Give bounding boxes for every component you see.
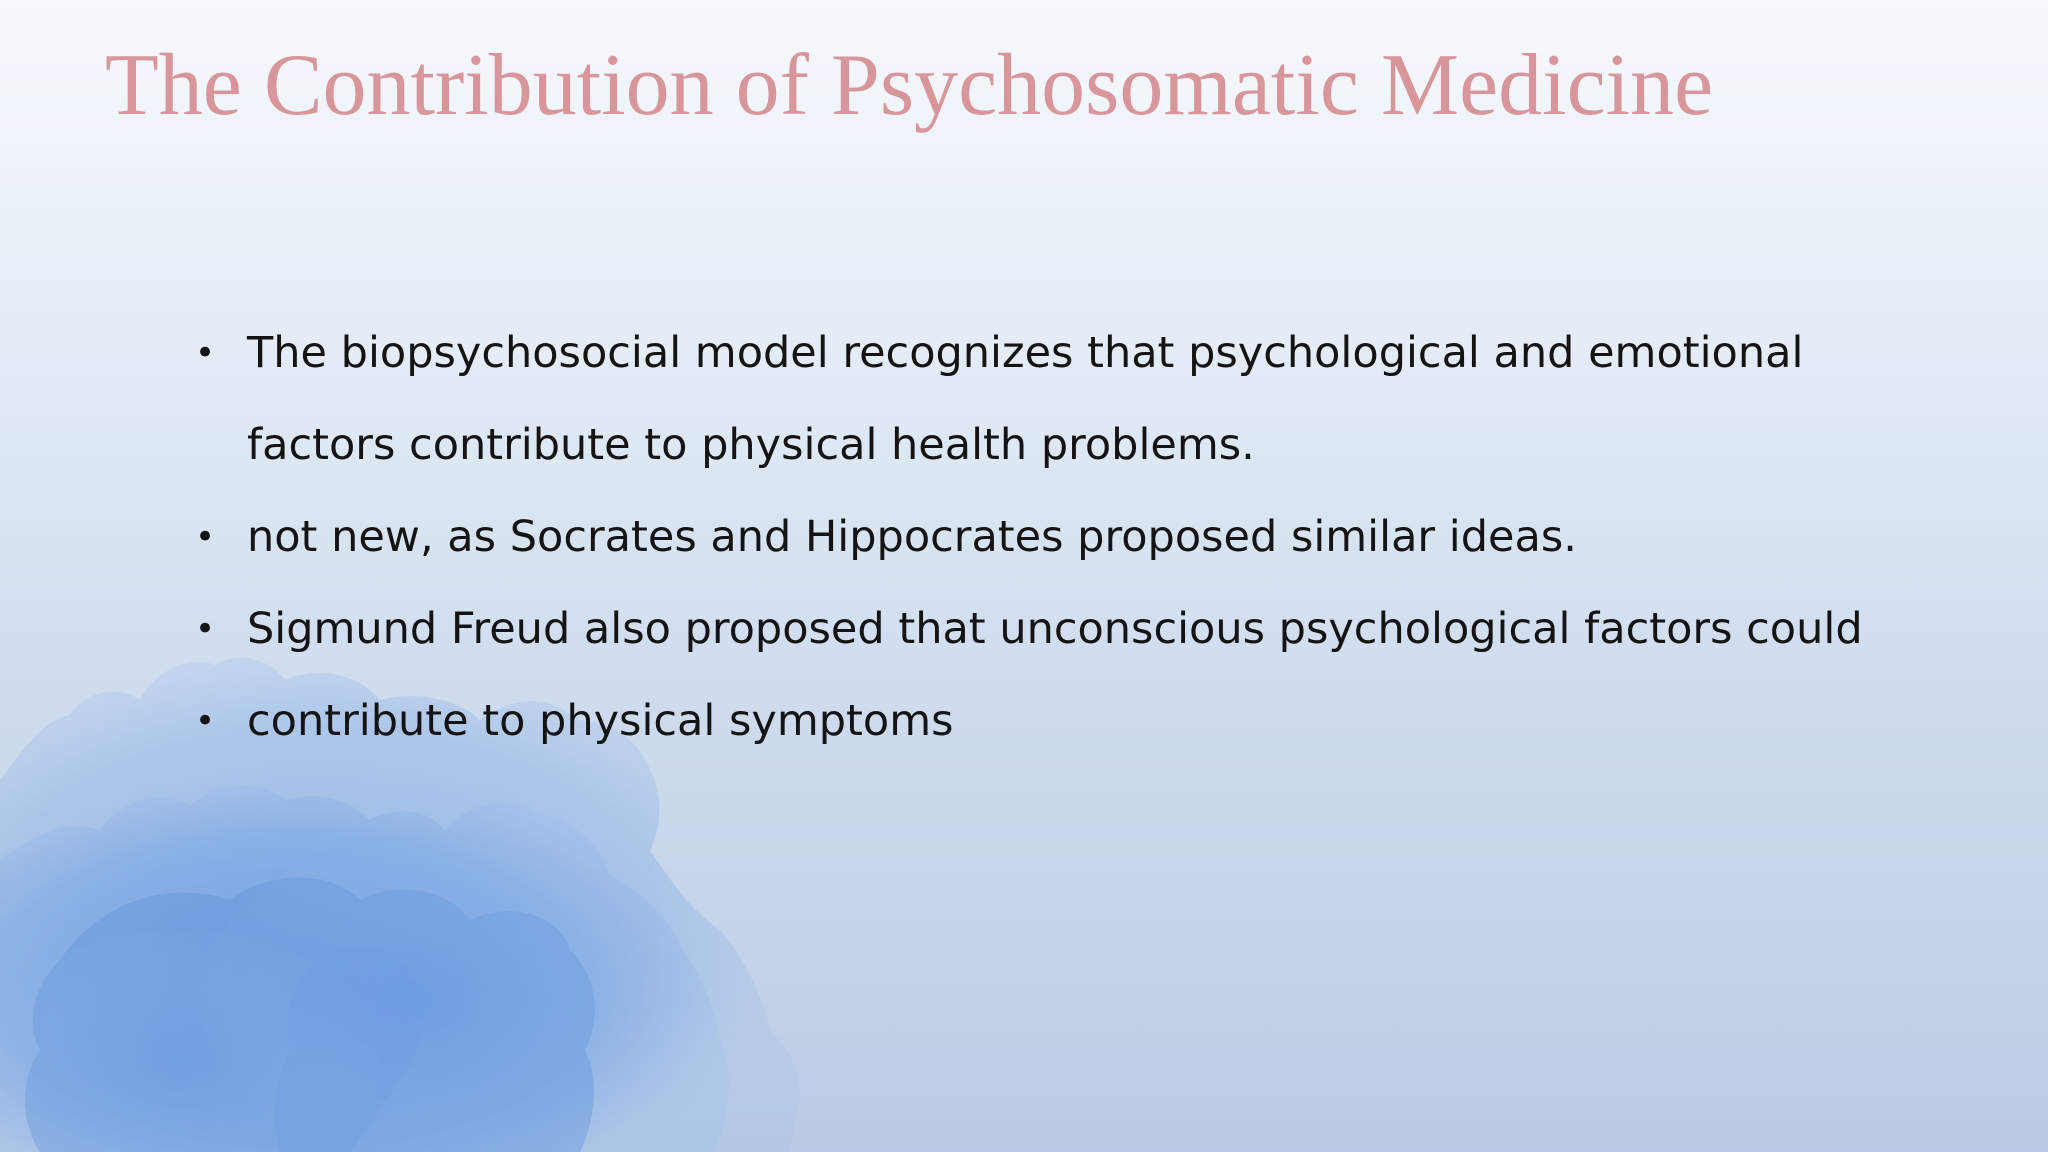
bullet-text-continued: factors contribute to physical health problems. (247, 420, 1255, 470)
bullet-item (0, 307, 2048, 491)
bullet-icon: • (195, 333, 216, 373)
slide-title: The Contribution of Psychosomatic Medicine (105, 37, 1714, 134)
bullet-item (0, 583, 2048, 675)
bullet-icon: • (195, 701, 216, 741)
bullet-text: The biopsychosocial model recognizes that psychological and emotional (247, 328, 1804, 378)
bullet-text: Sigmund Freud also proposed that unconscious psychological factors could (247, 604, 1863, 654)
bullet-icon: • (195, 609, 216, 649)
bullet-item (0, 491, 2048, 583)
bullet-icon: • (195, 517, 216, 557)
bullet-item (0, 675, 2048, 767)
bullet-text: contribute to physical symptoms (247, 696, 954, 746)
bullet-list (0, 307, 2048, 767)
bullet-text: not new, as Socrates and Hippocrates proposed similar ideas. (247, 512, 1577, 562)
